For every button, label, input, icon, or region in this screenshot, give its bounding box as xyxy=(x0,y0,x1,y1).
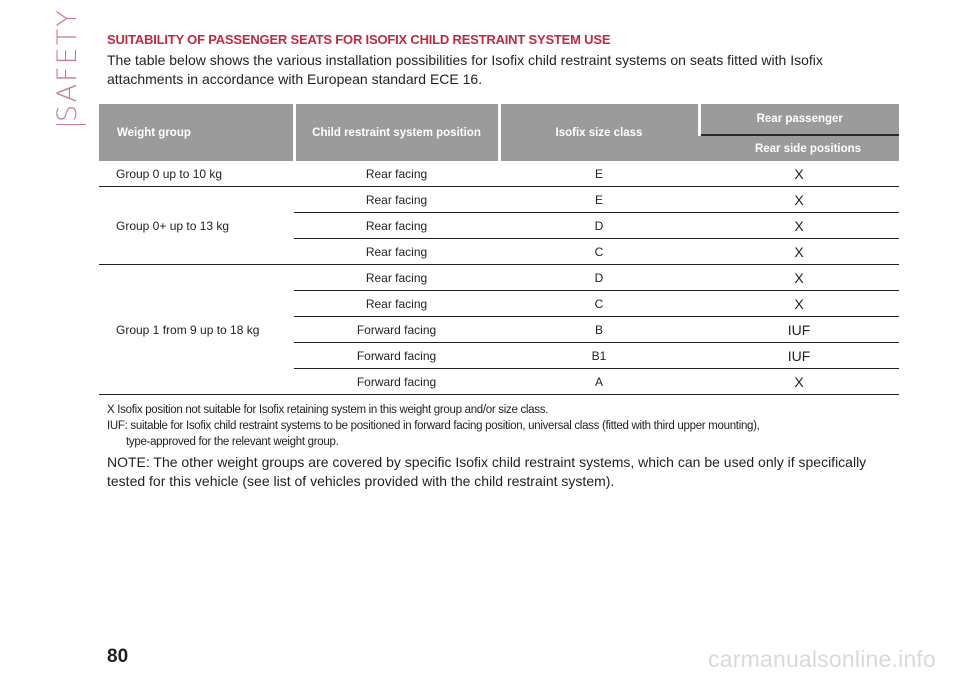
size-class-cell: E xyxy=(499,161,699,187)
table-row xyxy=(99,161,899,187)
suitability-cell: X xyxy=(699,213,899,239)
size-class-cell: B xyxy=(499,317,699,343)
position-cell: Rear facing xyxy=(294,265,499,291)
size-class-cell: C xyxy=(499,239,699,265)
suitability-cell: X xyxy=(699,291,899,317)
size-class-cell: D xyxy=(499,265,699,291)
suitability-cell: X xyxy=(699,369,899,395)
suitability-cell: IUF xyxy=(699,317,899,343)
page-number: 80 xyxy=(107,646,129,667)
section-heading: SUITABILITY OF PASSENGER SEATS FOR ISOFIX CHILD RESTRAINT SYSTEM USE xyxy=(107,32,611,47)
section-divider xyxy=(56,124,86,125)
position-cell: Forward facing xyxy=(294,343,499,369)
header-size-class: Isofix size class xyxy=(499,104,699,161)
header-rear-passenger: Rear passenger xyxy=(699,104,899,135)
suitability-cell: X xyxy=(699,187,899,213)
weight-group-cell: Group 0 up to 10 kg xyxy=(99,161,294,187)
size-class-cell: C xyxy=(499,291,699,317)
header-position: Child restraint system position xyxy=(294,104,499,161)
suitability-cell: X xyxy=(699,265,899,291)
size-class-cell: A xyxy=(499,369,699,395)
watermark: carmanualsonline.info xyxy=(708,646,936,672)
size-class-cell: D xyxy=(499,213,699,239)
intro-paragraph: The table below shows the various installation possibilities for Isofix child restraint systems on seats fitted with Isofix attachments in accordance with European standard ECE 16. xyxy=(107,52,823,87)
section-tab xyxy=(46,8,90,122)
position-cell: Forward facing xyxy=(294,317,499,343)
table-row xyxy=(99,187,899,213)
iuf-footnote: IUF: suitable for Isofix child restraint systems to be positioned in forward facing position, universal class (fitted with third upper mounting), xyxy=(107,420,760,432)
header-rear-side-positions: Rear side positions xyxy=(699,135,899,161)
x-footnote: X Isofix position not suitable for Isofix retaining system in this weight group and/or size class. xyxy=(107,404,549,416)
position-cell: Rear facing xyxy=(294,187,499,213)
section-label: SAFETY xyxy=(52,8,83,122)
position-cell: Rear facing xyxy=(294,239,499,265)
iuf-footnote-continued: type-approved for the relevant weight group. xyxy=(126,436,339,448)
note-paragraph: NOTE: The other weight groups are covered by specific Isofix child restraint systems, which can be used only if specifically tested for this vehicle (see list of vehicles provided with the child restraint system). xyxy=(107,454,867,489)
header-weight-group: Weight group xyxy=(99,104,294,161)
position-cell: Rear facing xyxy=(294,161,499,187)
table-body xyxy=(99,161,899,395)
suitability-cell: X xyxy=(699,239,899,265)
table-row xyxy=(99,265,899,291)
suitability-cell: IUF xyxy=(699,343,899,369)
position-cell: Forward facing xyxy=(294,369,499,395)
suitability-cell: X xyxy=(699,161,899,187)
table-footnotes xyxy=(107,402,907,450)
size-class-cell: E xyxy=(499,187,699,213)
weight-group-cell: Group 0+ up to 13 kg xyxy=(99,187,294,265)
weight-group-cell: Group 1 from 9 up to 18 kg xyxy=(99,265,294,395)
position-cell: Rear facing xyxy=(294,213,499,239)
isofix-suitability-table xyxy=(99,104,899,395)
size-class-cell: B1 xyxy=(499,343,699,369)
position-cell: Rear facing xyxy=(294,291,499,317)
